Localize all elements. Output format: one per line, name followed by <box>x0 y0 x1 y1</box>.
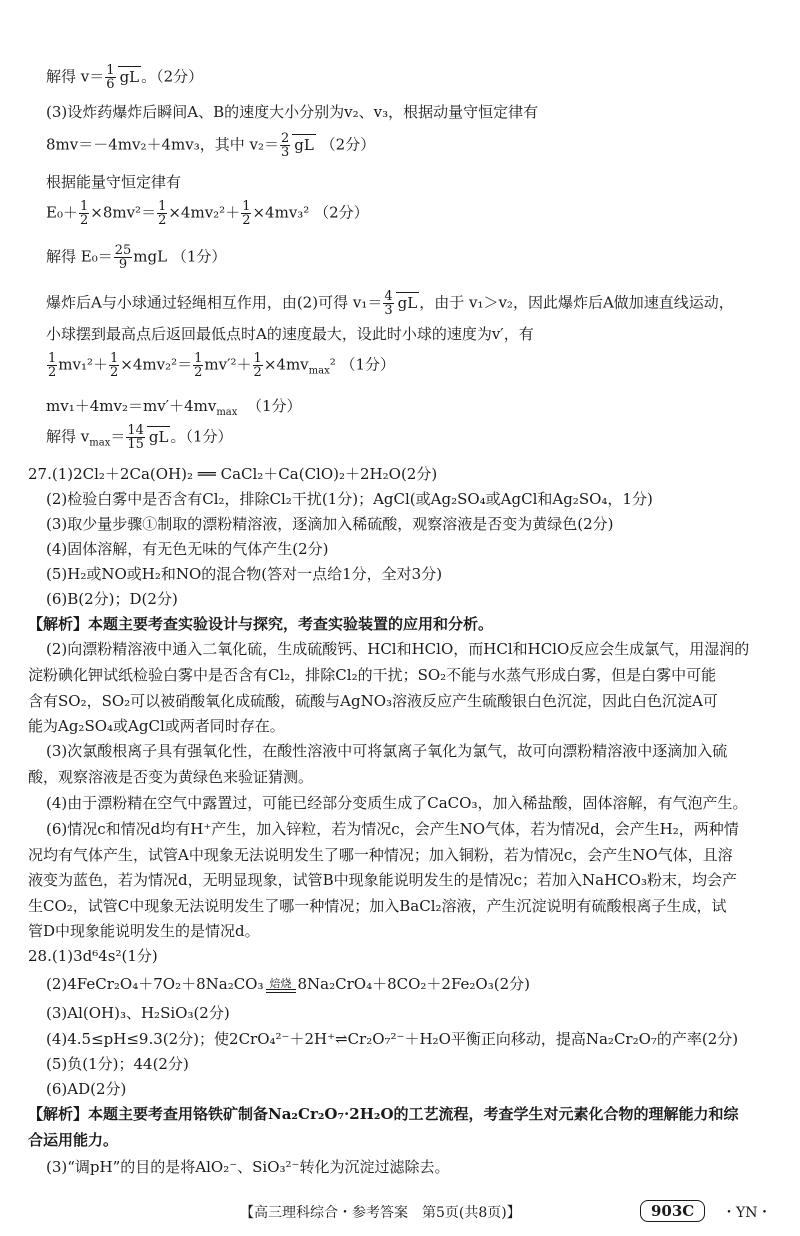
text: 。（1分） <box>170 427 233 446</box>
numerator: 1 <box>242 199 251 214</box>
text: v＝ <box>80 67 105 86</box>
denominator: 3 <box>384 303 393 318</box>
text: ² （1分） <box>329 355 396 374</box>
q27-analysis-line: 淀粉碘化钾试纸检验白雾中是否含有Cl₂，排除Cl₂的干扰；SO₂不能与水蒸气形成白雾，但是白雾中可能 <box>28 666 717 684</box>
text: ×4mv₃² （2分） <box>252 203 369 222</box>
q27-answer-1: 27.(1)2Cl₂＋2Ca(OH)₂ ══ CaCl₂＋Ca(ClO)₂＋2H₂O(2分) <box>28 465 438 483</box>
q27-analysis-line: 管D中现象能说明发生的是情况d。 <box>28 922 260 940</box>
q27-analysis-line: 能为Ag₂SO₄或AgCl或两者同时存在。 <box>28 717 285 735</box>
text: 解得 <box>46 67 77 86</box>
text: mv₁＋4mv₂＝mv′＋4mv <box>46 397 217 415</box>
numerator: 1 <box>79 199 89 214</box>
q27-analysis-line: (3)次氯酸根离子具有强氧化性，在酸性溶液中可将氯离子氧化为氯气，故可向漂粉精溶液中逐滴加入硫 <box>46 742 728 760</box>
fraction <box>280 132 290 159</box>
q27-answer-5: (5)H₂或NO或H₂和NO的混合物(答对一点给1分，全对3分) <box>46 565 443 583</box>
text: 解得 v <box>46 427 90 446</box>
q28-analysis-title-cont: 合运用能力。 <box>28 1131 119 1149</box>
fraction <box>253 352 263 379</box>
q27-analysis-title: 【解析】本题主要考查实验设计与探究，考查实验装置的应用和分析。 <box>28 615 494 633</box>
line-energy-eq <box>46 200 369 227</box>
text: ×4mv₂²＋ <box>168 203 241 222</box>
text: 8Na₂CrO₄＋8CO₂＋2Fe₂O₃(2分) <box>297 975 530 993</box>
denominator: 2 <box>242 213 251 228</box>
q27-analysis-line: (2)向漂粉精溶液中通入二氧化硫，生成硫酸钙、HCl和HClO，而HCl和HClO反应会生成氯气，用湿润的 <box>46 640 750 658</box>
page-footer <box>0 1200 800 1224</box>
line-3-intro: (3)设炸药爆炸后瞬间A、B的速度大小分别为v₂、v₃，根据动量守恒定律有 <box>46 103 539 121</box>
denominator: 9 <box>118 257 128 272</box>
numerator: 1 <box>48 351 57 366</box>
text: （1分） <box>246 397 302 415</box>
numerator: 2 <box>281 131 290 146</box>
text: 8mv＝－4mv₂＋4mv₃，其中 v₂＝ <box>46 135 280 154</box>
denominator: 2 <box>158 213 167 228</box>
text: ，由于 v₁＞v₂，因此爆炸后A做加速直线运动， <box>419 293 734 312</box>
denominator: 3 <box>281 145 290 160</box>
fraction <box>193 352 203 379</box>
text: （2分） <box>320 135 376 154</box>
condition-label: 焙烧 <box>269 976 292 990</box>
line-solve-vmax <box>46 424 233 454</box>
line-explosion-analysis <box>46 290 734 317</box>
line-energy-intro: 根据能量守恒定律有 <box>46 173 182 191</box>
q27-analysis-line: (6)情况c和情况d均有H⁺产生，加入锌粒，若为情况c，会产生NO气体，若为情况d，会产生H₂，两种情 <box>46 820 739 838</box>
numerator: 1 <box>158 199 167 214</box>
q27-analysis-line: 酸，观察溶液是否变为黄绿色来验证猜测。 <box>28 768 314 786</box>
numerator: 14 <box>127 423 144 438</box>
fraction <box>105 64 115 91</box>
line-solve-E0 <box>46 244 226 271</box>
numerator: 1 <box>194 351 203 366</box>
q27-analysis-line: 生CO₂，试管C中现象无法说明发生了哪一种情况；加入BaCl₂溶液，产生沉淀说明有硫酸根离子生成，试 <box>28 897 727 915</box>
fraction <box>241 200 251 227</box>
text: mgL （1分） <box>133 247 227 266</box>
q27-answer-4: (4)固体溶解，有无色无味的气体产生(2分) <box>46 540 329 558</box>
q28-answer-2 <box>46 974 530 994</box>
q28-analysis-line: (3)“调pH”的目的是将AlO₂⁻、SiO₃²⁻转化为沉淀过滤除去。 <box>46 1158 450 1176</box>
line-solve-v <box>46 64 203 91</box>
subscript: max <box>89 437 111 449</box>
text: 。（2分） <box>141 67 204 86</box>
paper-code-badge: 903C <box>640 1200 705 1222</box>
denominator: 2 <box>110 365 119 380</box>
text: ＝ <box>110 427 126 446</box>
q27-answer-2: (2)检验白雾中是否含有Cl₂，排除Cl₂干扰(1分)；AgCl(或Ag₂SO₄或AgCl和Ag₂SO₄，1分) <box>46 490 653 508</box>
fraction <box>109 352 119 379</box>
fraction <box>79 200 89 227</box>
q27-answer-6: (6)B(2分)；D(2分) <box>46 590 178 608</box>
denominator: 2 <box>194 365 203 380</box>
line-max-speed: 小球摆到最高点后返回最低点时A的速度最大，设此时小球的速度为v′，有 <box>46 325 534 343</box>
fraction <box>157 200 167 227</box>
text: ×4mv₂²＝ <box>120 355 193 374</box>
q28-analysis-title: 【解析】本题主要考查用铬铁矿制备Na₂Cr₂O₇·2H₂O的工艺流程，考查学生对元素化合物的理解能力和综 <box>28 1105 739 1123</box>
fraction <box>114 244 133 271</box>
text: E₀＋ <box>46 203 78 222</box>
text: ×4mv <box>263 355 309 374</box>
fraction <box>47 352 57 379</box>
line-momentum-eq-2 <box>46 396 302 423</box>
numerator: 1 <box>253 351 262 366</box>
q27-answer-3: (3)取少量步骤①制取的漂粉精溶液，逐滴加入稀硫酸，观察溶液是否变为黄绿色(2分) <box>46 515 614 533</box>
text: 爆炸后A与小球通过轻绳相互作用，由(2)可得 v₁＝ <box>46 293 383 312</box>
sqrt-expression: gL <box>397 293 418 312</box>
q28-answer-5: (5)负(1分)；44(2分) <box>46 1055 189 1073</box>
fraction <box>383 290 393 317</box>
sqrt-expression: gL <box>294 135 314 154</box>
region-label: ・YN・ <box>722 1205 772 1221</box>
text: (2)4FeCr₂O₄＋7O₂＋8Na₂CO₃ <box>46 975 264 993</box>
q27-analysis-line: 况均有气体产生，试管A中现象无法说明发生了哪一种情况；加入铜粉，若为情况c，会产生NO气体，且溶 <box>28 846 733 864</box>
fraction <box>126 424 145 451</box>
numerator: 25 <box>114 243 132 258</box>
denominator: 15 <box>127 437 144 452</box>
denominator: 6 <box>106 77 115 92</box>
denominator: 2 <box>253 365 262 380</box>
sqrt-expression: gL <box>119 67 140 86</box>
numerator: 1 <box>106 63 115 78</box>
denominator: 2 <box>48 365 57 380</box>
line-momentum-eq <box>46 132 375 159</box>
q27-analysis-line: 含有SO₂，SO₂可以被硝酸氧化成硫酸，硫酸与AgNO₃溶液反应产生硫酸银白色沉淀，因此白色沉淀A可 <box>28 692 718 710</box>
text: mv₁²＋ <box>58 355 109 374</box>
sqrt-expression: gL <box>148 427 169 446</box>
numerator: 4 <box>384 289 393 304</box>
text: 解得 E₀＝ <box>46 247 113 266</box>
subscript: max <box>308 365 330 377</box>
q28-answer-3: (3)Al(OH)₃、H₂SiO₃(2分) <box>46 1004 230 1022</box>
reaction-arrow <box>266 978 296 993</box>
subscript: max <box>216 407 238 418</box>
q27-analysis-line: (4)由于漂粉精在空气中露置过，可能已经部分变质生成了CaCO₃，加入稀盐酸，固体溶解，有气泡产生。 <box>46 794 748 812</box>
text: ×8mv²＝ <box>90 203 157 222</box>
numerator: 1 <box>110 351 119 366</box>
denominator: 2 <box>79 213 89 228</box>
q27-analysis-line: 液变为蓝色，若为情况d，无明显现象，试管B中现象能说明发生的是情况c；若加入NaHCO₃粉末，均会产 <box>28 871 737 889</box>
footer-title: 【高三理科综合・参考答案 第5页(共8页)】 <box>240 1205 521 1221</box>
q28-answer-6: (6)AD(2分) <box>46 1080 127 1098</box>
q28-answer-4: (4)4.5≤pH≤9.3(2分)；使2CrO₄²⁻＋2H⁺⇌Cr₂O₇²⁻＋H₂O平衡正向移动，提高Na₂Cr₂O₇的产率(2分) <box>46 1030 739 1048</box>
line-energy-eq-2 <box>46 352 395 382</box>
text: mv′²＋ <box>204 355 252 374</box>
q28-answer-1: 28.(1)3d⁶4s²(1分) <box>28 947 158 965</box>
